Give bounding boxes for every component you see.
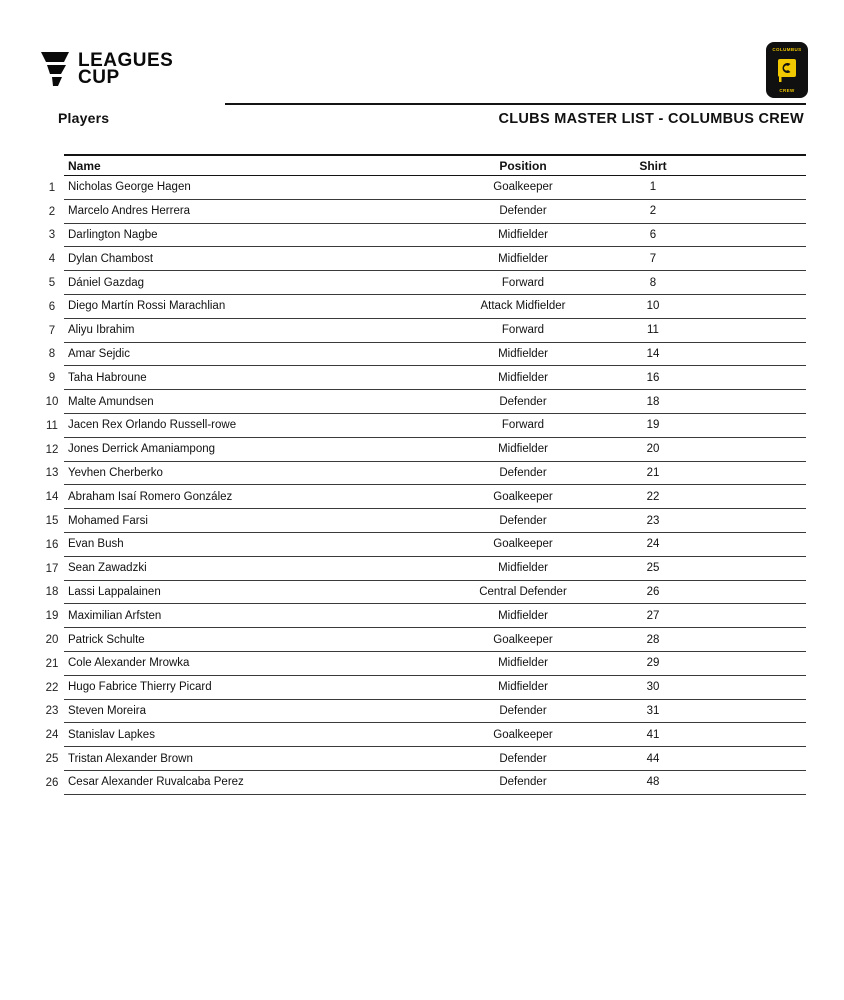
table-row xyxy=(40,485,806,509)
row-number: 18 xyxy=(45,586,59,599)
table-row xyxy=(40,224,806,248)
table-row xyxy=(40,723,806,747)
player-position: Forward xyxy=(501,419,545,432)
player-shirt: 1 xyxy=(649,181,657,194)
table-row xyxy=(40,700,806,724)
player-position: Defender xyxy=(499,514,547,527)
row-number: 6 xyxy=(48,300,56,313)
row-number: 2 xyxy=(48,205,56,218)
player-shirt: 30 xyxy=(646,681,660,694)
header-divider xyxy=(225,103,806,105)
row-number: 16 xyxy=(45,538,59,551)
row-number: 22 xyxy=(45,681,59,694)
player-name: Maximilian Arfsten xyxy=(68,609,162,622)
player-shirt: 25 xyxy=(646,562,660,575)
player-position: Midfielder xyxy=(498,443,548,456)
player-position: Forward xyxy=(501,276,545,289)
player-shirt: 11 xyxy=(647,324,659,337)
player-name: Tristan Alexander Brown xyxy=(68,752,193,765)
player-position: Forward xyxy=(501,324,545,337)
player-position: Attack Midfielder xyxy=(480,300,566,313)
player-position: Midfielder xyxy=(498,347,548,360)
player-name: Amar Sejdic xyxy=(68,347,130,360)
row-number: 12 xyxy=(45,443,59,456)
row-number: 3 xyxy=(48,229,56,242)
table-header xyxy=(40,154,806,176)
player-name: Yevhen Cherberko xyxy=(68,466,163,479)
player-name: Taha Habroune xyxy=(68,371,147,384)
player-position: Defender xyxy=(499,205,547,218)
player-position: Defender xyxy=(499,395,547,408)
table-row xyxy=(40,557,806,581)
player-position: Defender xyxy=(499,776,547,789)
player-shirt: 22 xyxy=(646,490,660,503)
player-name: Cesar Alexander Ruvalcaba Perez xyxy=(68,776,244,789)
player-position: Midfielder xyxy=(498,371,548,384)
player-position: Goalkeeper xyxy=(493,490,553,503)
player-name: Diego Martín Rossi Marachlian xyxy=(68,300,226,313)
row-number: 23 xyxy=(45,705,59,718)
player-shirt: 29 xyxy=(646,657,660,670)
player-name: Cole Alexander Mrowka xyxy=(68,657,190,670)
player-position: Midfielder xyxy=(498,609,548,622)
player-position: Goalkeeper xyxy=(493,538,553,551)
player-shirt: 18 xyxy=(646,395,660,408)
row-number: 21 xyxy=(45,657,59,670)
player-position: Goalkeeper xyxy=(493,728,553,741)
player-position: Midfielder xyxy=(498,562,548,575)
row-number: 4 xyxy=(48,253,56,266)
table-row xyxy=(40,319,806,343)
player-name: Stanislav Lapkes xyxy=(68,728,155,741)
table-row xyxy=(40,533,806,557)
player-name: Patrick Schulte xyxy=(68,633,145,646)
player-name: Jacen Rex Orlando Russell-rowe xyxy=(68,419,237,432)
brand-line-1: LEAGUES xyxy=(78,50,174,71)
row-number: 9 xyxy=(48,372,56,385)
page-title: CLUBS MASTER LIST - COLUMBUS CREW xyxy=(498,111,804,127)
player-position: Goalkeeper xyxy=(493,181,553,194)
player-name: Abraham Isaí Romero González xyxy=(68,490,233,503)
table-body xyxy=(40,176,806,795)
player-shirt: 21 xyxy=(646,466,660,479)
player-name: Lassi Lappalainen xyxy=(68,585,161,598)
row-number: 10 xyxy=(45,396,59,409)
player-shirt: 20 xyxy=(646,443,660,456)
row-number: 20 xyxy=(45,634,59,647)
player-shirt: 26 xyxy=(646,585,660,598)
player-name: Marcelo Andres Herrera xyxy=(68,205,191,218)
row-number: 5 xyxy=(48,277,56,290)
player-name: Evan Bush xyxy=(68,538,124,551)
player-shirt: 16 xyxy=(646,371,660,384)
row-number: 26 xyxy=(45,776,59,789)
table-row xyxy=(40,628,806,652)
table-row xyxy=(40,771,806,795)
player-name: Dániel Gazdag xyxy=(68,276,145,289)
row-number: 14 xyxy=(45,491,59,504)
section-label: Players xyxy=(58,110,110,126)
player-shirt: 44 xyxy=(646,752,660,765)
table-row xyxy=(40,676,806,700)
player-position: Midfielder xyxy=(498,252,548,265)
player-name: Dylan Chambost xyxy=(68,252,154,265)
table-row xyxy=(40,200,806,224)
player-shirt: 14 xyxy=(646,347,660,360)
player-position: Defender xyxy=(499,752,547,765)
table-row xyxy=(40,747,806,771)
player-name: Nicholas George Hagen xyxy=(68,181,191,194)
player-shirt: 23 xyxy=(646,514,660,527)
player-shirt: 6 xyxy=(649,228,657,241)
player-name: Aliyu Ibrahim xyxy=(68,324,135,337)
player-shirt: 10 xyxy=(646,300,660,313)
column-header-name: Name xyxy=(68,158,101,173)
table-row xyxy=(40,581,806,605)
table-row xyxy=(40,247,806,271)
table-row xyxy=(40,366,806,390)
badge-top-text: COLUMBUS xyxy=(772,47,802,52)
player-position: Goalkeeper xyxy=(493,633,553,646)
player-shirt: 27 xyxy=(646,609,660,622)
header-number-spacer xyxy=(40,154,64,176)
player-name: Hugo Fabrice Thierry Picard xyxy=(68,681,212,694)
players-table xyxy=(40,154,806,795)
row-number: 25 xyxy=(45,753,59,766)
player-name: Mohamed Farsi xyxy=(68,514,148,527)
table-row xyxy=(40,438,806,462)
player-position: Defender xyxy=(499,704,547,717)
row-number: 11 xyxy=(46,419,58,432)
player-shirt: 28 xyxy=(646,633,660,646)
brand-line-2: CUP xyxy=(78,67,120,88)
leagues-cup-wordmark xyxy=(78,52,173,86)
table-row xyxy=(40,390,806,414)
column-header-shirt: Shirt xyxy=(639,158,667,173)
player-name: Sean Zawadzki xyxy=(68,562,147,575)
table-row xyxy=(40,604,806,628)
player-shirt: 48 xyxy=(646,776,660,789)
row-number: 13 xyxy=(45,467,59,480)
row-number: 1 xyxy=(48,181,56,194)
player-shirt: 19 xyxy=(646,419,660,432)
row-number: 15 xyxy=(45,515,59,528)
player-shirt: 7 xyxy=(649,252,657,265)
table-row xyxy=(40,295,806,319)
leagues-cup-logo xyxy=(40,50,173,88)
player-position: Midfielder xyxy=(498,657,548,670)
leagues-cup-logo-icon xyxy=(40,50,70,88)
player-position: Central Defender xyxy=(479,585,567,598)
badge-bottom-text: CREW xyxy=(779,88,795,93)
crew-flag-icon xyxy=(777,58,797,82)
player-shirt: 2 xyxy=(649,205,657,218)
table-row xyxy=(40,343,806,367)
column-header-position: Position xyxy=(499,158,547,173)
table-row xyxy=(40,509,806,533)
table-row xyxy=(40,176,806,200)
player-name: Steven Moreira xyxy=(68,704,146,717)
player-name: Darlington Nagbe xyxy=(68,228,158,241)
player-shirt: 24 xyxy=(646,538,660,551)
table-row xyxy=(40,652,806,676)
player-position: Midfielder xyxy=(498,681,548,694)
player-shirt: 8 xyxy=(649,276,657,289)
row-number: 7 xyxy=(48,324,56,337)
table-row xyxy=(40,414,806,438)
player-shirt: 31 xyxy=(646,704,660,717)
player-position: Defender xyxy=(499,466,547,479)
player-position: Midfielder xyxy=(498,228,548,241)
table-row xyxy=(40,462,806,486)
row-number: 19 xyxy=(45,610,59,623)
player-shirt: 41 xyxy=(646,728,660,741)
row-number: 8 xyxy=(48,348,56,361)
row-number: 24 xyxy=(45,729,59,742)
player-name: Malte Amundsen xyxy=(68,395,154,408)
row-number: 17 xyxy=(45,562,59,575)
table-row xyxy=(40,271,806,295)
player-name: Jones Derrick Amaniampong xyxy=(68,443,216,456)
columbus-crew-badge xyxy=(766,42,808,98)
title-row xyxy=(58,110,804,127)
